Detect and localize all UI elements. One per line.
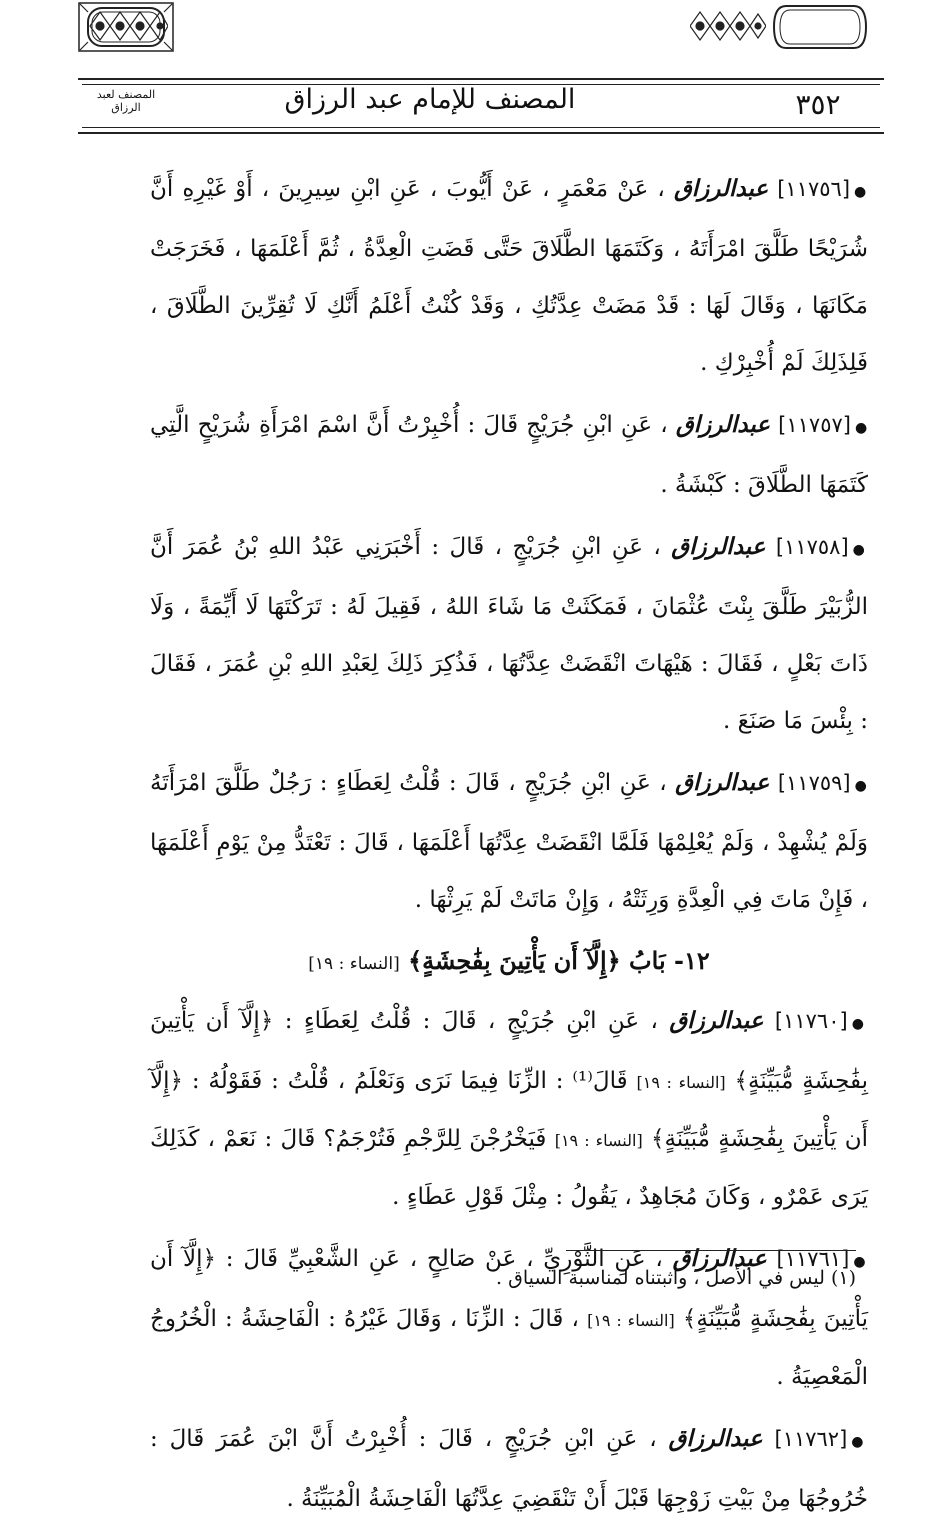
bullet-icon: ●	[854, 420, 869, 436]
hadith-number: [١١٧٥٩]	[777, 771, 851, 795]
quran-reference: [النساء : ١٩]	[554, 1131, 643, 1150]
hadith-author: عبدالرزاق	[669, 1007, 764, 1034]
page-number-box	[768, 82, 868, 128]
page-number: ٣٥٢	[795, 88, 841, 121]
bullet-icon: ●	[851, 1016, 868, 1032]
hadith-text: قَالَ⁽¹⁾ : الزِّنَا فِيمَا نَرَى وَنَعْلَمُ ، قُلْتُ : فَقَوْلُهُ : ﴿إِلَّآ أَن يَأْتِينَ بِفَٰحِشَةٍ مُّبَيِّنَةٍ﴾	[150, 1068, 869, 1152]
hadith-author: عبدالرزاق	[668, 1425, 763, 1452]
hadith-number: [١١٧٦٠]	[774, 1009, 848, 1033]
bullet-icon: ●	[854, 778, 868, 794]
hadith-entry	[150, 396, 868, 514]
hadith-text: ، عَنْ مَعْمَرٍ ، عَنْ أَيُّوبَ ، عَنِ ابْنِ سِيرِينَ ، أَوْ غَيْرِهِ أَنَّ شُرَيْحًا طَلَّقَ امْرَأَتَهُ ، وَكَتَمَهَا الطَّلَاقَ حَتَّى قَضَتِ الْعِدَّةُ ، ثُمَّ أَعْلَمَهَا ، فَخَرَجَتْ مَكَانَهَا ، وَقَالَ لَهَا : قَدْ مَضَتْ عِدَّتُكِ ، وَقَدْ كُنْتُ أَعْلَمُ أَنَّكِ لَا تُقِرِّينَ الطَّلَاقَ ، فَلِذَلِكَ لَمْ أُخْبِرْكِ .	[150, 176, 868, 376]
hadith-number: [١١٧٥٦]	[777, 177, 851, 201]
hadith-entry	[150, 992, 868, 1226]
hadith-entry	[150, 160, 868, 392]
chapter-heading	[150, 933, 868, 992]
hadith-entry	[150, 1230, 868, 1406]
hadith-text: ، عَنِ ابْنِ جُرَيْجٍ ، قَالَ : قُلْتُ لِعَطَاءٍ : رَجُلٌ طَلَّقَ امْرَأَتَهُ وَلَمْ يُشْهِدْ ، وَلَمْ يُعْلِمْهَا فَلَمَّا انْقَضَتْ عِدَّتُهَا أَعْلَمَهَا ، قَالَ : تَعْتَدُّ مِنْ يَوْمِ أَعْلَمَهَا ، فَإِنْ مَاتَ فِي الْعِدَّةِ وَرِثَتْهُ ، وَإِنْ مَاتَتْ لَمْ يَرِثْهَا .	[150, 770, 868, 913]
hadith-text: ، عَنِ الثَّوْرِيِّ ، عَنْ صَالِحٍ ، عَنِ الشَّعْبِيِّ قَالَ : ﴿إِلَّآ أَن يَأْتِينَ بِفَٰحِشَةٍ مُّبَيِّنَةٍ﴾	[150, 1246, 869, 1332]
quran-reference: [النساء : ١٩]	[636, 1073, 726, 1092]
hadith-number: [١١٧٥٧]	[778, 413, 851, 437]
running-title: المصنف للإمام عبد الرزاق	[284, 84, 576, 115]
hadith-text: ، عَنِ ابْنِ جُرَيْجٍ ، قَالَ : أُخْبِرْتُ أَنَّ ابْنَ عُمَرَ قَالَ : خُرُوجُهَا مِنْ بَيْتِ زَوْجِهَا قَبْلَ أَنْ تَنْقَضِيَ عِدَّتُهَا الْفَاحِشَةُ الْمُبَيِّنَةُ .	[150, 1426, 868, 1512]
hadith-author: عبدالرزاق	[675, 769, 770, 796]
hadith-number: [١١٧٦٢]	[774, 1427, 848, 1451]
hadith-entry	[150, 518, 868, 750]
bullet-icon: ●	[851, 1434, 869, 1450]
bullet-icon: ●	[852, 542, 868, 558]
ornament-left-icon	[84, 6, 168, 46]
ornament-right-icon	[690, 6, 766, 46]
hadith-text: ، عَنِ ابْنِ جُرَيْجٍ قَالَ : أُخْبِرْتُ أَنَّ اسْمَ امْرَأَةِ شُرَيْحٍ الَّتِي كَتَمَهَا الطَّلَاقَ : كَبْشَةُ .	[150, 412, 868, 498]
hadith-text: ، عَنِ ابْنِ جُرَيْجٍ ، قَالَ : قُلْتُ لِعَطَاءٍ : ﴿إِلَّآ أَن يَأْتِينَ بِفَٰحِشَةٍ مُّبَيِّنَةٍ﴾	[150, 1008, 869, 1094]
emblem-text: المصنف لعبد الرزاق	[96, 88, 156, 114]
footnote: (١) ليس في الأصل ، وأثبتناه لمناسبة السياق .	[496, 1267, 856, 1289]
bullet-icon: ●	[854, 184, 869, 200]
hadith-entry	[150, 1410, 868, 1528]
hadith-entry	[150, 754, 868, 929]
hadith-text: فَيَخْرُجْنَ لِلرَّجْمِ فَتُرْجَمُ؟ قَالَ : نَعَمْ ، كَذَلِكَ يَرَى عَمْرٌو ، وَكَانَ مُجَاهِدٌ ، يَقُولُ : مِثْلَ قَوْلِ عَطَاءٍ .	[150, 1126, 868, 1210]
hadith-author: عبدالرزاق	[673, 175, 769, 202]
hadith-number: [١١٧٥٨]	[775, 535, 849, 559]
hadith-text: ، عَنِ ابْنِ جُرَيْجٍ ، قَالَ : أَخْبَرَنِي عَبْدُ اللهِ بْنُ عُمَرَ أَنَّ الزُّبَيْرَ طَلَّقَ بِنْتَ عُثْمَانَ ، فَمَكَثَتْ مَا شَاءَ اللهُ ، فَقِيلَ لَهُ : تَرَكْتَهَا لَا أَيِّمَةً ، وَلَا ذَاتَ بَعْلٍ ، فَقَالَ : هَيْهَاتَ انْقَضَتْ عِدَّتُهَا ، فَذُكِرَ ذَلِكَ لِعَبْدِ اللهِ بْنِ عُمَرَ ، فَقَالَ : بِئْسَ مَا صَنَعَ .	[150, 534, 868, 734]
hadith-number: [١١٧٦١]	[776, 1247, 850, 1271]
hadith-author: عبدالرزاق	[672, 1245, 767, 1272]
hadith-text: ، قَالَ : الزِّنَا ، وَقَالَ غَيْرُهُ : الْفَاحِشَةُ : الْخُرُوجُ الْمَعْصِيَةُ .	[150, 1306, 868, 1390]
chapter-reference: [النساء : ١٩]	[308, 954, 400, 974]
page-number-cartouche-icon	[770, 2, 870, 52]
hadith-author: عبدالرزاق	[675, 411, 771, 438]
footnote-divider	[566, 1250, 856, 1251]
quran-reference: [النساء : ١٩]	[587, 1311, 675, 1330]
chapter-title: ١٢- بَابُ ﴿إِلَّآ أَن يَأْتِينَ بِفَٰحِشَةٍ﴾	[408, 946, 710, 975]
page-body	[150, 160, 868, 1532]
hadith-author: عبدالرزاق	[671, 533, 766, 560]
bullet-icon: ●	[853, 1254, 869, 1270]
